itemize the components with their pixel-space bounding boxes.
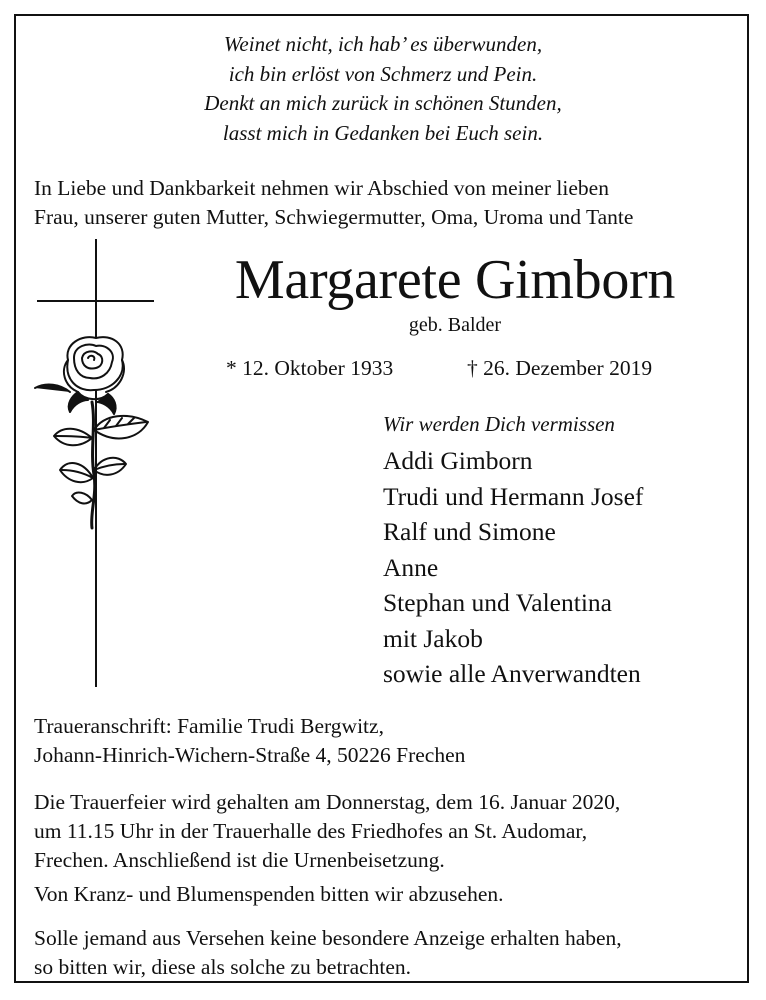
family-member: sowie alle Anverwandten <box>383 659 641 688</box>
family-heading: Wir werden Dich vermissen <box>383 412 615 436</box>
poem-line: Denkt an mich zurück in schönen Stunden, <box>204 91 562 115</box>
address-line: Johann-Hinrich-Wichern-Straße 4, 50226 Frechen <box>34 743 466 767</box>
flowers-line: Von Kranz- und Blumenspenden bitten wir abzusehen. <box>34 882 504 906</box>
address-line: Traueranschrift: Familie Trudi Bergwitz, <box>34 714 384 738</box>
notice-line: Solle jemand aus Versehen keine besondere Anzeige erhalten haben, <box>34 926 622 950</box>
maiden-name: geb. Balder <box>408 314 502 336</box>
poem-line: ich bin erlöst von Schmerz und Pein. <box>228 61 538 86</box>
poem <box>0 30 766 148</box>
family-member: Ralf und Simone <box>383 517 556 546</box>
death-date: † 26. Dezember 2019 <box>467 356 653 380</box>
family-list <box>383 443 743 692</box>
intro-text <box>34 174 734 231</box>
notice-note <box>34 924 734 982</box>
rose-icon <box>30 330 160 530</box>
deceased-name: Margarete Gimborn <box>234 249 676 311</box>
poem-line: Weinet nicht, ich hab’ es überwunden, <box>223 32 543 56</box>
family-member: Anne <box>383 552 439 582</box>
family-member: Stephan und Valentina <box>383 588 612 617</box>
intro-line: In Liebe und Dankbarkeit nehmen wir Abschied von meiner lieben <box>34 176 609 200</box>
family-member: Addi Gimborn <box>383 446 533 475</box>
family-section <box>383 410 743 692</box>
service-line: Frechen. Anschließend ist die Urnenbeisetzung. <box>34 848 445 872</box>
flowers-note <box>34 880 734 909</box>
family-member: Trudi und Hermann Josef <box>383 481 644 511</box>
notice-line: so bitten wir, diese als solche zu betrachten. <box>34 955 412 979</box>
service-line: um 11.15 Uhr in der Trauerhalle des Friedhofes an St. Audomar, <box>34 819 588 843</box>
birth-date: * 12. Oktober 1933 <box>226 356 394 380</box>
service-line: Die Trauerfeier wird gehalten am Donnerstag, dem 16. Januar 2020, <box>34 790 621 814</box>
poem-line: lasst mich in Gedanken bei Euch sein. <box>222 120 544 145</box>
family-member: mit Jakob <box>383 623 483 653</box>
mourning-address <box>34 712 734 770</box>
cross-horizontal-bar <box>37 300 154 302</box>
intro-line: Frau, unserer guten Mutter, Schwiegermutter, Oma, Uroma und Tante <box>34 204 634 229</box>
funeral-service-info <box>34 788 734 875</box>
